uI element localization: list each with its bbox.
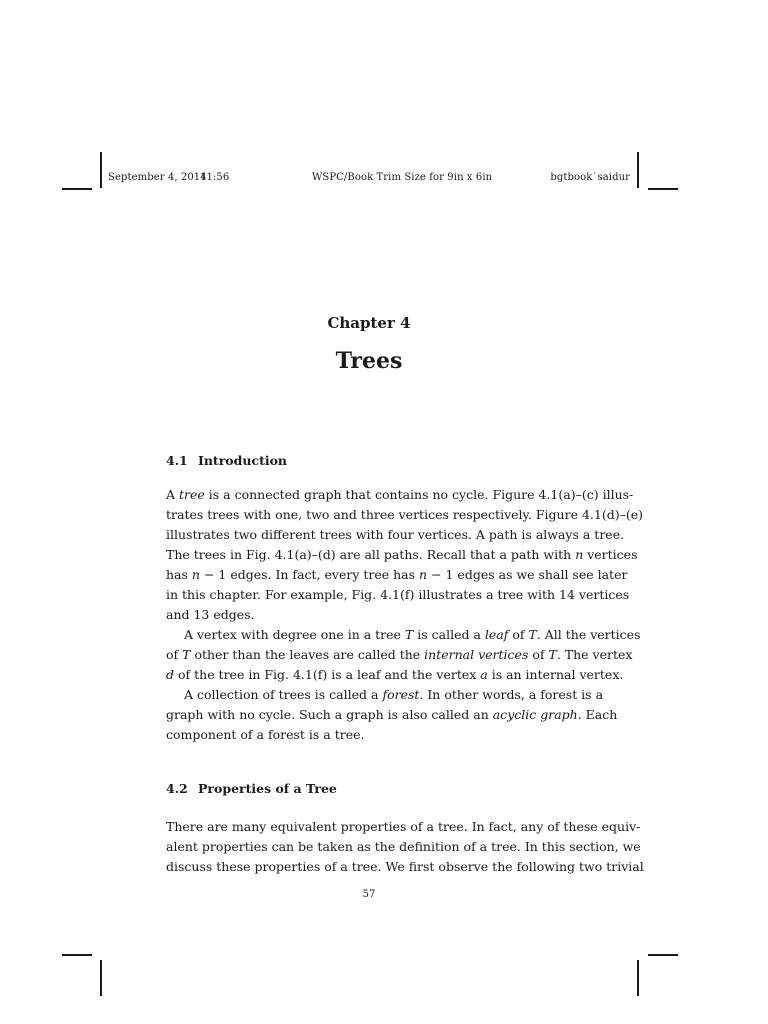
section-number: 4.2 <box>166 781 188 796</box>
crop-mark-bottom-right-horizontal <box>648 954 678 956</box>
text-run: alent properties can be taken as the definition of a tree. In this section, we <box>166 839 641 854</box>
section-title: Properties of a Tree <box>198 781 337 796</box>
section-title: Introduction <box>198 453 288 468</box>
italic-term: T <box>528 627 537 642</box>
italic-term: n <box>419 567 428 582</box>
text-line <box>166 585 630 605</box>
text-run: A vertex with degree one in a tree <box>184 627 405 642</box>
crop-mark-top-right-horizontal <box>648 188 678 190</box>
section-number: 4.1 <box>166 453 188 468</box>
italic-term: leaf <box>484 627 509 642</box>
italic-term: T <box>404 627 414 642</box>
section-heading-introduction <box>166 453 287 468</box>
text-line <box>166 685 604 705</box>
text-run: . All the vertices <box>536 627 641 642</box>
italic-term: acyclic graph <box>492 707 578 722</box>
italic-term: internal vertices <box>424 647 529 662</box>
crop-mark-bottom-left-vertical <box>100 960 102 996</box>
text-line <box>166 625 641 645</box>
running-head-right: bgtbook˙saidur <box>550 172 630 183</box>
text-run: − 1 edges as we shall see later <box>427 567 628 582</box>
text-run: has <box>166 567 192 582</box>
text-run: . The vertex <box>556 647 633 662</box>
text-run: other than the leaves are called the <box>190 647 425 662</box>
crop-mark-top-right-vertical <box>637 152 639 188</box>
text-run: of <box>508 627 529 642</box>
text-line <box>166 837 641 857</box>
crop-mark-bottom-left-horizontal <box>62 954 92 956</box>
italic-term: n <box>575 547 584 562</box>
text-run: of <box>166 647 183 662</box>
text-run: The trees in Fig. 4.1(a)–(d) are all paths. Recall that a path with <box>166 547 576 562</box>
text-run: is called a <box>413 627 485 642</box>
chapter-title: Trees <box>335 348 403 374</box>
text-run: . Each <box>577 707 618 722</box>
chapter-label: Chapter 4 <box>327 314 411 332</box>
text-run: is a connected graph that contains no cycle. Figure 4.1(a)–(c) illus- <box>204 487 634 502</box>
crop-mark-bottom-right-vertical <box>637 960 639 996</box>
text-line <box>166 565 628 585</box>
text-run: . In other words, a forest is a <box>419 687 604 702</box>
text-run: A collection of trees is called a <box>184 687 383 702</box>
crop-mark-top-left-horizontal <box>62 188 92 190</box>
text-run: is an internal vertex. <box>487 667 624 682</box>
text-run: A <box>166 487 180 502</box>
text-run: illustrates two different trees with four vertices. A path is always a tree. <box>166 527 625 542</box>
text-run: There are many equivalent properties of a tree. In fact, any of these equiv- <box>166 819 641 834</box>
text-line <box>166 857 644 877</box>
italic-term: a <box>480 667 488 682</box>
text-run: and 13 edges. <box>166 607 255 622</box>
text-line <box>166 817 641 837</box>
text-line <box>166 545 638 565</box>
text-run: component of a forest is a tree. <box>166 727 365 742</box>
text-run: − 1 edges. In fact, every tree has <box>199 567 420 582</box>
text-run: of <box>528 647 549 662</box>
page-number: 57 <box>362 889 376 900</box>
text-line <box>166 665 624 685</box>
text-line <box>166 725 572 745</box>
crop-mark-top-left-vertical <box>100 152 102 188</box>
italic-term: T <box>548 647 557 662</box>
text-line <box>166 505 643 525</box>
italic-term: tree <box>179 487 205 502</box>
italic-term: n <box>191 567 200 582</box>
text-line <box>166 645 633 665</box>
text-run: in this chapter. For example, Fig. 4.1(f) illustrates a tree with 14 vertices <box>166 587 630 602</box>
italic-term: forest <box>382 687 420 702</box>
text-line <box>166 705 618 725</box>
section-heading-properties <box>166 781 337 796</box>
running-head-center: WSPC/Book Trim Size for 9in x 6in <box>312 172 493 183</box>
text-run: vertices <box>583 547 638 562</box>
text-line <box>166 605 572 625</box>
italic-term: d <box>166 667 175 682</box>
italic-term: T <box>182 647 191 662</box>
running-head-date: September 4, 2014 <box>108 172 207 183</box>
text-line <box>166 485 634 505</box>
text-run: graph with no cycle. Such a graph is also called an <box>166 707 493 722</box>
running-head-time: 11:56 <box>200 172 230 183</box>
text-run: trates trees with one, two and three vertices respectively. Figure 4.1(d)–(e) <box>166 507 643 522</box>
text-run: discuss these properties of a tree. We first observe the following two trivial <box>166 859 644 874</box>
text-run: of the tree in Fig. 4.1(f) is a leaf and the vertex <box>174 667 481 682</box>
running-head <box>108 172 630 186</box>
text-line <box>166 525 625 545</box>
